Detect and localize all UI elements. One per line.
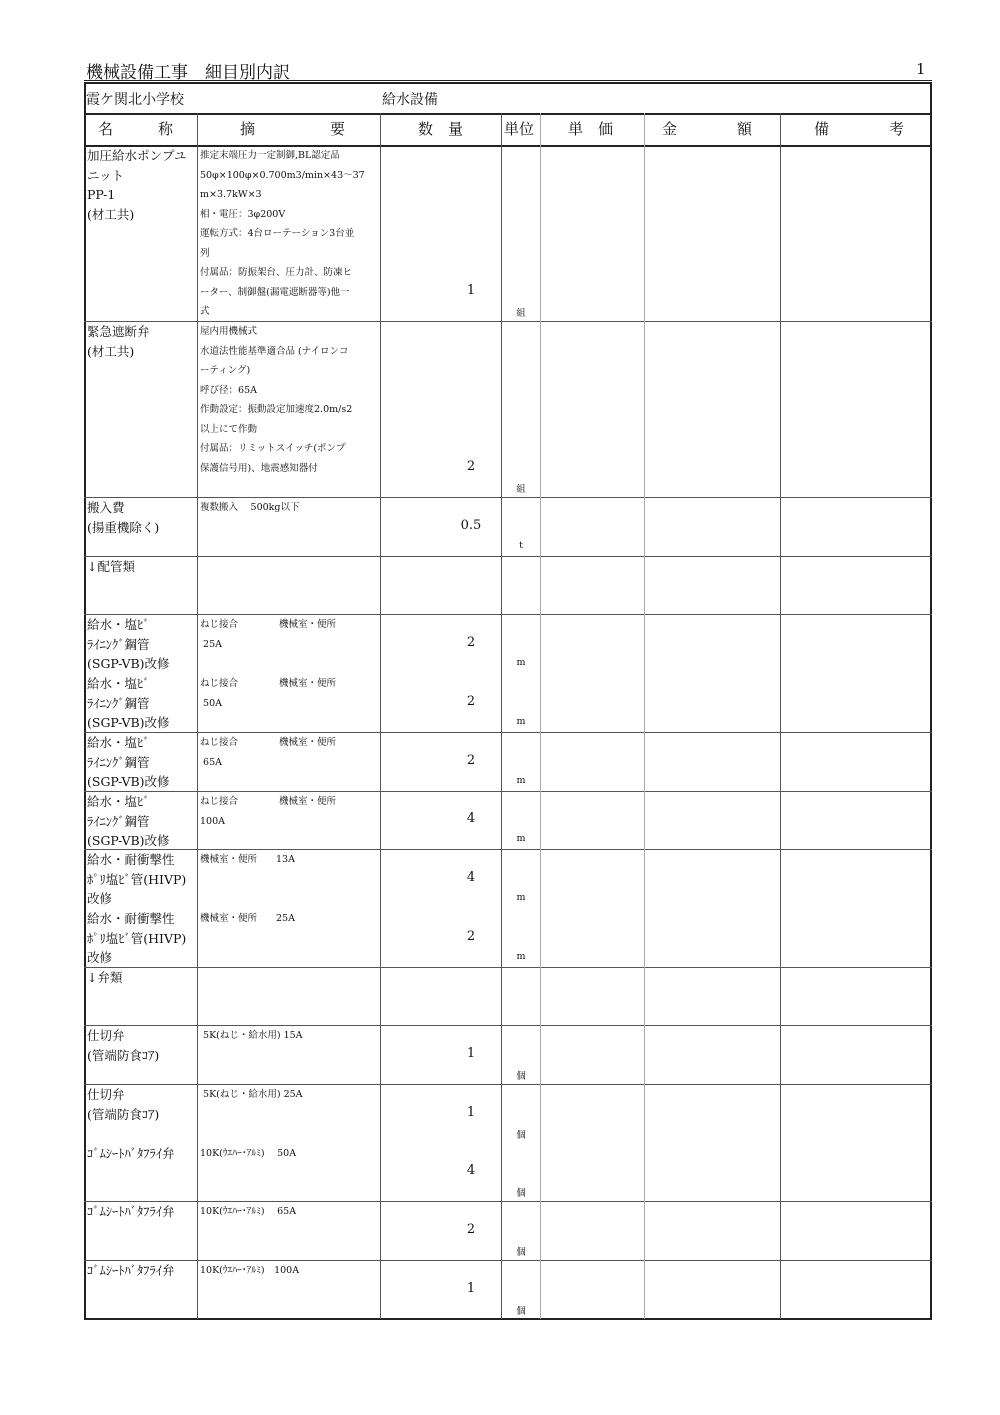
item-name-line: ﾗｲﾆﾝｸﾞ鋼管 [87,636,150,652]
item-quantity [381,635,501,650]
item-quantity [381,1105,501,1120]
column-divider [780,113,781,1319]
item-description-line: 機械室・便所 25A [200,913,295,924]
item-name-line: 給水・塩ﾋﾞ [87,617,150,632]
item-name-line: (SGP-VB)改修 [87,656,170,671]
item-description-line: 付属品：リミットスイッチ(ポンプ [200,443,346,454]
item-quantity-value: 0.5 [460,518,482,533]
column-divider [644,113,645,1319]
item-description-line: 複数搬入 500kg以下 [200,502,300,513]
item-unit: 個 [516,1188,526,1199]
item-quantity-value: 4 [466,811,476,826]
item-description-line: ねじ接合 機械室・便所 [200,796,337,807]
item-quantity [381,1046,501,1061]
item-quantity [381,283,501,298]
item-unit: m [516,657,526,668]
item-quantity [381,929,501,944]
item-description-line: 5K(ねじ・給水用) 15A [200,1030,303,1041]
item-unit: m [516,833,526,844]
item-name-line: (SGP-VB)改修 [87,833,170,848]
item-quantity [381,1281,501,1296]
item-description-line: 10K(ｳｴﾊｰ･ｱﾙﾐ) 100A [200,1265,300,1276]
item-unit: 組 [516,484,526,495]
item-name-line: ﾎﾟﾘ塩ﾋﾞ管(HIVP) [87,871,187,887]
item-name-line: (材工共) [87,206,135,222]
item-unit: 個 [516,1130,526,1141]
item-quantity-value: 1 [466,1281,476,1296]
site-name: 霞ケ関北小学校 [86,92,184,108]
row-divider [84,556,932,557]
item-unit: 個 [516,1247,526,1258]
item-name-line: 給水・耐衝撃性 [87,852,175,867]
item-unit: 個 [516,1306,526,1317]
column-header-unit-price: 単 価 [568,120,614,138]
item-name-line: 搬入費 [87,500,125,515]
item-quantity [381,459,501,474]
item-name-line: 改修 [87,950,113,965]
item-unit: t [519,540,523,551]
item-description-line: 50A [200,697,222,709]
column-header-name: 名 称 [98,120,174,138]
item-description-line: 推定末端圧力一定制御,BL認定品 [200,150,340,161]
item-unit: m [516,775,526,786]
item-description-line: 保護信号用)、地震感知器付 [200,462,318,474]
item-description-line: 作動設定：振動設定加速度2.0m/s2 [200,404,353,415]
item-description-line: m×3.7kW×3 [200,189,262,200]
item-name-line: ﾗｲﾆﾝｸﾞ鋼管 [87,695,150,711]
item-name-line: ニット [87,167,125,183]
item-name-line: 給水・耐衝撃性 [87,911,175,926]
item-description-line: ねじ接合 機械室・便所 [200,678,337,689]
item-quantity [381,1163,501,1178]
item-quantity-value: 1 [466,1105,476,1120]
item-quantity-value: 1 [466,283,476,298]
item-name-line: (管端防食ｺｱ) [87,1047,160,1063]
title-underline [84,80,932,81]
item-name-line: (管端防食ｺｱ) [87,1106,160,1122]
item-name-line: ﾗｲﾆﾝｸﾞ鋼管 [87,754,150,770]
item-name-line: (SGP-VB)改修 [87,715,170,730]
item-quantity-value: 4 [466,1163,476,1178]
item-unit: m [516,892,526,903]
item-unit: m [516,716,526,727]
item-description-line: 屋内用機械式 [200,326,258,337]
item-quantity [381,518,501,533]
item-description-line: ーター、制御盤(漏電遮断器等)他一 [200,286,350,298]
item-name-line: (SGP-VB)改修 [87,774,170,789]
item-quantity-value: 2 [466,459,476,474]
column-header-remarks: 備 考 [814,120,905,138]
item-quantity [381,811,501,826]
item-description-line: 運転方式：4台ローテーション3台並 [200,228,355,239]
page-number: 1 [916,60,926,78]
item-description-line: 50φ×100φ×0.700m3/min×43～37 [200,169,365,181]
column-header-quantity: 数 量 [418,120,464,138]
item-description-line: 5K(ねじ・給水用) 25A [200,1089,303,1100]
item-name-line: ↓配管類 [87,559,135,574]
column-header-description: 摘 要 [240,120,346,138]
item-unit: 個 [516,1071,526,1082]
item-name-line: 加圧給水ポンプユ [87,148,187,163]
item-description-line: 付属品：防振架台、圧力計、防凍ヒ [200,267,353,278]
item-description-line: 100A [200,815,225,827]
item-unit: 組 [516,308,526,319]
item-name-line: 仕切弁 [87,1028,125,1043]
item-name-line: ﾎﾟﾘ塩ﾋﾞ管(HIVP) [87,930,187,946]
column-divider [197,113,198,1319]
column-divider [540,113,541,1319]
item-quantity [381,1222,501,1237]
item-description-line: 相・電圧：3φ200V [200,208,286,220]
item-name-line: ﾗｲﾆﾝｸﾞ鋼管 [87,813,150,829]
item-quantity-value: 2 [466,694,476,709]
item-description-line: 65A [200,756,222,768]
item-description-line: 水道法性能基準適合品 (ナイロンコ [200,345,349,357]
item-name-line: PP-1 [87,187,116,202]
item-quantity-value: 1 [466,1046,476,1061]
item-description-line: 以上にて作動 [200,423,258,435]
item-name-line: (揚重機除く) [87,519,160,535]
item-quantity [381,870,501,885]
item-name-line: 仕切弁 [87,1087,125,1102]
item-description-line: ーティング) [200,365,251,376]
item-description-line: 25A [200,638,222,650]
item-quantity-value: 2 [466,753,476,768]
item-quantity-value: 2 [466,635,476,650]
column-header-amount: 金 額 [662,120,753,138]
row-divider [84,967,932,968]
item-quantity-value: 2 [466,929,476,944]
item-quantity-value: 2 [466,1222,476,1237]
item-name-line: 緊急遮断弁 [87,324,150,339]
item-description-line: 式 [200,306,210,317]
item-name-line: (材工共) [87,343,135,359]
item-name-line: ｺﾞﾑｼｰﾄﾊﾞﾀﾌﾗｲ弁 [87,1263,175,1278]
item-description-line: 10K(ｳｴﾊｰ･ｱﾙﾐ) 50A [200,1148,297,1159]
item-name-line: ｺﾞﾑｼｰﾄﾊﾞﾀﾌﾗｲ弁 [87,1146,175,1161]
item-description-line: ねじ接合 機械室・便所 [200,619,337,630]
item-quantity-value: 4 [466,870,476,885]
item-name-line: 給水・塩ﾋﾞ [87,735,150,750]
item-description-line: ねじ接合 機械室・便所 [200,737,337,748]
item-name-line: 改修 [87,891,113,906]
item-unit: m [516,951,526,962]
item-description-line: 呼び径：65A [200,384,257,396]
item-description-line: 機械室・便所 13A [200,854,295,865]
item-quantity [381,753,501,768]
item-description-line: 列 [200,247,210,259]
page-title: 機械設備工事 細目別内訳 [86,63,290,83]
item-name-line: ｺﾞﾑｼｰﾄﾊﾞﾀﾌﾗｲ弁 [87,1204,175,1219]
item-name-line: ↓弁類 [87,970,123,985]
item-quantity [381,694,501,709]
item-name-line: 給水・塩ﾋﾞ [87,794,150,809]
item-name-line: 給水・塩ﾋﾞ [87,676,150,691]
section-name: 給水設備 [382,92,438,108]
column-header-unit: 単位 [504,120,535,138]
item-description-line: 10K(ｳｴﾊｰ･ｱﾙﾐ) 65A [200,1206,297,1217]
